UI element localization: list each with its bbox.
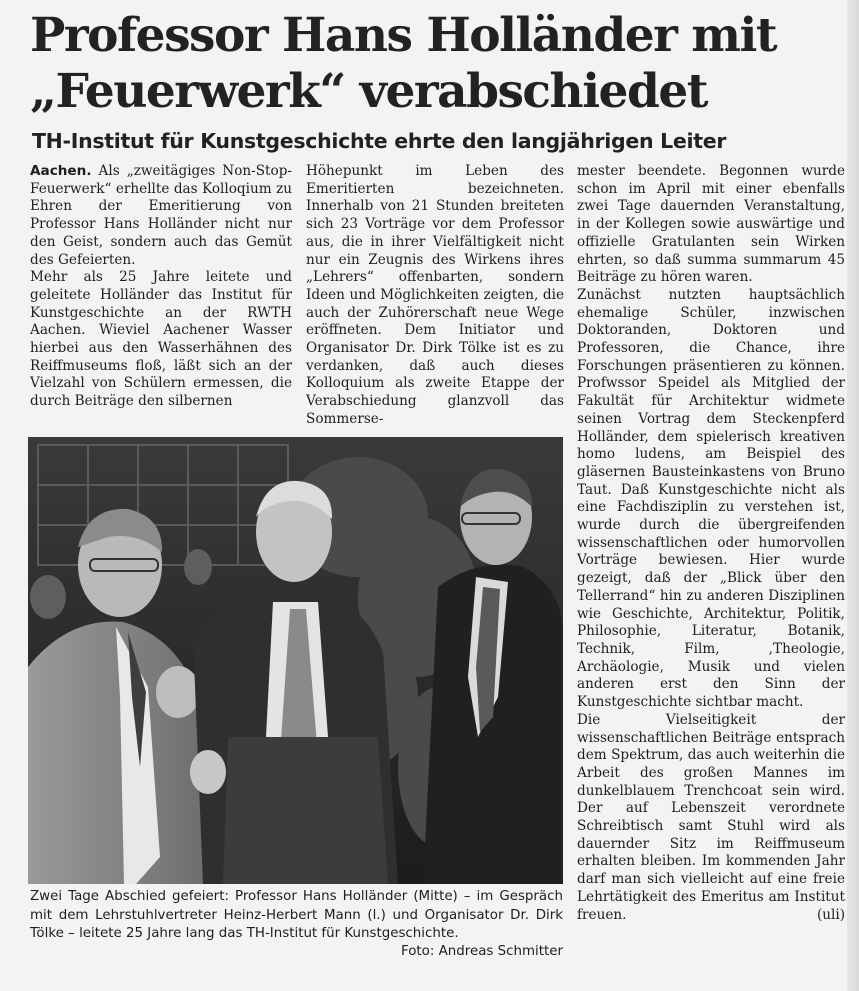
headline-line-2: „Feuerwerk“ verabschiedet xyxy=(30,64,707,119)
subheadline: TH-Institut für Kunstgeschichte ehrte den langjährigen Leiter xyxy=(32,129,727,153)
author-signature: (uli) xyxy=(816,906,845,923)
photo-credit: Foto: Andreas Schmitter xyxy=(400,944,563,959)
adjacent-page-edge xyxy=(847,0,859,991)
article-column-2 xyxy=(306,163,564,435)
dateline: Aachen. xyxy=(30,163,92,179)
article-column-3 xyxy=(577,163,845,973)
headline-line-1: Professor Hans Holländer mit xyxy=(30,8,777,63)
column-3-paragraph-3 xyxy=(577,712,845,924)
column-3-paragraph-1: mester beendete. Begonnen wurde schon im April mit einer ebenfalls zwei Tage dauernden Veranstaltung, in der Kollegen sowie auswärtige und offizielle Gratulanten sein Wirken ehrten, so daß summa summarum 45 Beiträge zu hören waren. xyxy=(577,163,845,286)
headline xyxy=(30,8,830,120)
photo-illustration xyxy=(28,437,563,884)
column-1-paragraph-2: Mehr als 25 Jahre leitete und geleitete Holländer das Institut für Kunstgeschichte an der RWTH Aachen. Wieviel Aachener Wasser hierbei aus den Wasserhähnen des Reiffmuseums floß, läßt sich an der Vielzahl von Schülern ermessen, die durch Beiträge den silbernen xyxy=(30,269,292,410)
photo-caption: Zwei Tage Abschied gefeiert: Professor Hans Holländer (Mitte) – im Gespräch mit dem Lehrstuhlvertreter Heinz-Herbert Mann (l.) und Organisator Dr. Dirk Tölke – leitete 25 Jahre lang das TH-Institut für Kunstgeschichte. xyxy=(30,889,563,941)
column-1-paragraph-1 xyxy=(30,163,292,269)
column-1-paragraph-1-text: Als „zweitägiges Non-Stop-Feuerwerk“ erhellte das Kolloqium zu Ehren der Emeritierung von Professor Hans Holländer nicht nur den Geist, sondern auch das Gemüt des Gefeierten. xyxy=(30,163,292,268)
article-column-1 xyxy=(30,163,292,435)
article-photo xyxy=(28,437,563,884)
column-2-paragraph-1: Höhepunkt im Leben des Emeritierten bezeichneten. Innerhalb von 21 Stunden breiteten sich 23 Vorträge vor dem Professor aus, die in ihrer Vielfältigkeit nicht nur ein Zeugnis des Wirkens ihres „Lehrers“ offenbarten, sondern Ideen und Möglichkeiten zeigten, die auch der Zuhörerschaft neue Wege eröffneten. Dem Initiator und Organisator Dr. Dirk Tölke ist es zu verdanken, daß auch dieses Kolloquium als zweite Etappe der Verabschiedung glanzvoll das Sommerse- xyxy=(306,163,564,427)
column-3-paragraph-3-text: Die Vielseitigkeit der wissenschaftlichen Beiträge entsprach dem Spektrum, das auch weiterhin die Arbeit des großen Mannes im dunkelblauem Trenchcoat sein wird. Der auf Lebenszeit verordnete Schreibtisch samt Stuhl wird als dauernder Sitz im Reiffmuseum erhalten bleiben. Im kommenden Jahr darf man sich vielleicht auf eine freie Lehrtätigkeit des Emeritus am Institut freuen. xyxy=(577,711,845,923)
column-3-paragraph-2: Zunächst nutzten hauptsächlich ehemalige Schüler, inzwischen Doktoranden, Doktoren und Professoren, die Chance, ihre Forschungen präsentieren zu können. Profwssor Speidel als Mitglied der Fakultät für Architektur widmete seinen Vortrag dem Steckenpferd Holländer, dem spielerisch kreativen homo ludens, am Beispiel des gläsernen Bausteinkastens von Bruno Taut. Daß Kunstgeschichte nicht als eine Fachdisziplin zu verstehen ist, wurde durch die übergreifenden wissenschaftlichen oder humorvollen Vorträge bewiesen. Hier wurde gezeigt, daß der „Blick über den Tellerrand“ hin zu anderen Disziplinen wie Geschichte, Architektur, Politik, Philosophie, Literatur, Botanik, Technik, Film, ,Theologie, Archäologie, Musik und vielen anderen erst den Sinn der Kunstgeschichte sichtbar macht. xyxy=(577,286,845,711)
